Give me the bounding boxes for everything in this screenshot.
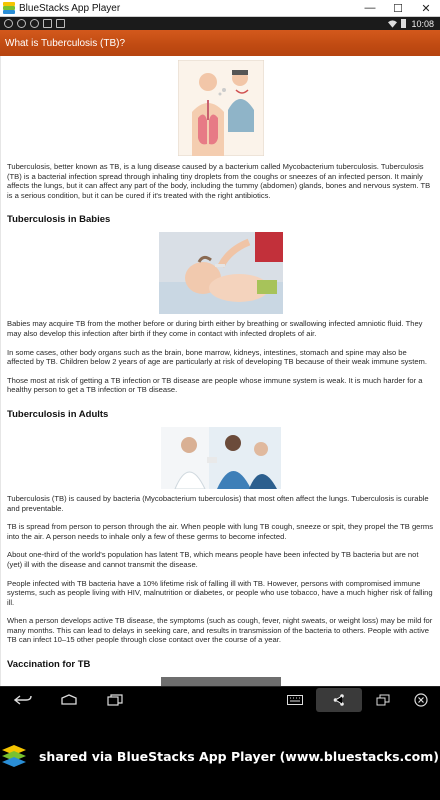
keyboard-icon	[287, 695, 303, 705]
close-button[interactable]: ✕	[421, 2, 431, 15]
screen-icon	[376, 694, 390, 706]
wifi-icon	[388, 20, 397, 28]
home-button[interactable]	[46, 687, 92, 713]
share-icon	[333, 694, 345, 706]
notification-icon	[43, 19, 52, 28]
vaccination-image	[161, 677, 281, 686]
alarm-icon	[4, 19, 13, 28]
adults-paragraph-3: About one-third of the world's population has latent TB, which means people have been infected by TB bacteria but are not (yet) ill with the disease and cannot transmit the disease.	[7, 550, 419, 569]
alarm-icon	[17, 19, 26, 28]
back-icon	[14, 695, 32, 705]
app-header	[0, 30, 440, 56]
share-footer	[0, 712, 440, 800]
recents-button[interactable]	[92, 687, 138, 713]
adults-paragraph-5: When a person develops active TB disease, the symptoms (such as cough, fever, night sweats, or weight loss) may be mild for many months. This can lead to delays in seeking care, and results in transmission of the bacteria to others. People with active TB can infect 10–15 other people through close contact over the course of a year.	[7, 616, 433, 645]
notification-icon	[56, 19, 65, 28]
screen-button[interactable]	[364, 687, 402, 713]
babies-paragraph-1: Babies may acquire TB from the mother before or during birth either by breathing or swallowing infected amniotic fluid. They may also develop this infection after birth if they come in contact with infected droplets of air.	[7, 319, 423, 338]
keyboard-button[interactable]	[276, 687, 314, 713]
close-app-icon	[414, 693, 428, 707]
adults-paragraph-2: TB is spread from person to person through the air. When people with lung TB cough, sneeze or spit, they propel the TB germs into the air. A person needs to inhale only a few of these germs to become infected.	[7, 522, 434, 541]
battery-icon	[401, 19, 406, 28]
section-heading-adults: Tuberculosis in Adults	[7, 408, 109, 420]
window-titlebar	[0, 0, 440, 17]
status-time: 10:08	[411, 18, 434, 29]
bluestacks-logo-icon	[3, 2, 15, 14]
section-heading-babies: Tuberculosis in Babies	[7, 214, 111, 226]
section-heading-vaccination: Vaccination for TB	[7, 659, 91, 671]
adults-paragraph-4: People infected with TB bacteria have a 10% lifetime risk of falling ill with TB. However, persons with compromised immune systems, such as people living with HIV, malnutrition or diabetes, or people who use tobacco, have a much higher risk of falling ill.	[7, 578, 433, 607]
alarm-icon	[30, 19, 39, 28]
baby-photo	[159, 232, 283, 314]
babies-paragraph-2: In some cases, other body organs such as the brain, bone marrow, kidneys, intestines, stomach and spine may also be affected by TB. Children below 2 years of age are particularly at risk of developing TB because of their weak immune system.	[7, 347, 427, 367]
android-statusbar	[0, 17, 440, 30]
close-app-button[interactable]	[402, 687, 440, 713]
share-button[interactable]	[314, 687, 364, 713]
page-title: What is Tuberculosis (TB)?	[5, 37, 126, 49]
bluestacks-logo-icon	[1, 745, 27, 767]
minimize-button[interactable]: —	[364, 2, 376, 14]
tb-lungs-illustration	[178, 60, 264, 156]
doctor-patient-photo	[161, 427, 281, 489]
maximize-button[interactable]: ☐	[393, 2, 403, 15]
footer-text: shared via BlueStacks App Player (www.bluestacks.com)	[38, 748, 440, 764]
android-navbar	[0, 686, 440, 712]
home-icon	[60, 694, 78, 706]
article-scroll-view[interactable]	[0, 56, 440, 686]
recents-icon	[107, 694, 123, 706]
intro-paragraph: Tuberculosis, better known as TB, is a lung disease caused by a bacterium called Mycobacterium tuberculosis. Tuberculosis (TB) is a bacterial infection spread through inhaling tiny droplets from the coughs or sneezes of an infected person. It mainly affects the lungs, but it can affect any part of the body, including the tummy (abdomen) glands, bones and nervous system. TB is a serious condition, but it can be cured if it's treated with the right antibiotics.	[7, 162, 431, 200]
babies-paragraph-3: Those most at risk of getting a TB infection or TB disease are people whose immune system is weak. It is much harder for a healthy person to get a TB infection or TB disease.	[7, 375, 423, 395]
back-button[interactable]	[0, 687, 46, 713]
window-title: BlueStacks App Player	[19, 2, 121, 14]
adults-paragraph-1: Tuberculosis (TB) is caused by bacteria (Mycobacterium tuberculosis) that most often affect the lungs. Tuberculosis is curable and preventable.	[7, 493, 429, 513]
